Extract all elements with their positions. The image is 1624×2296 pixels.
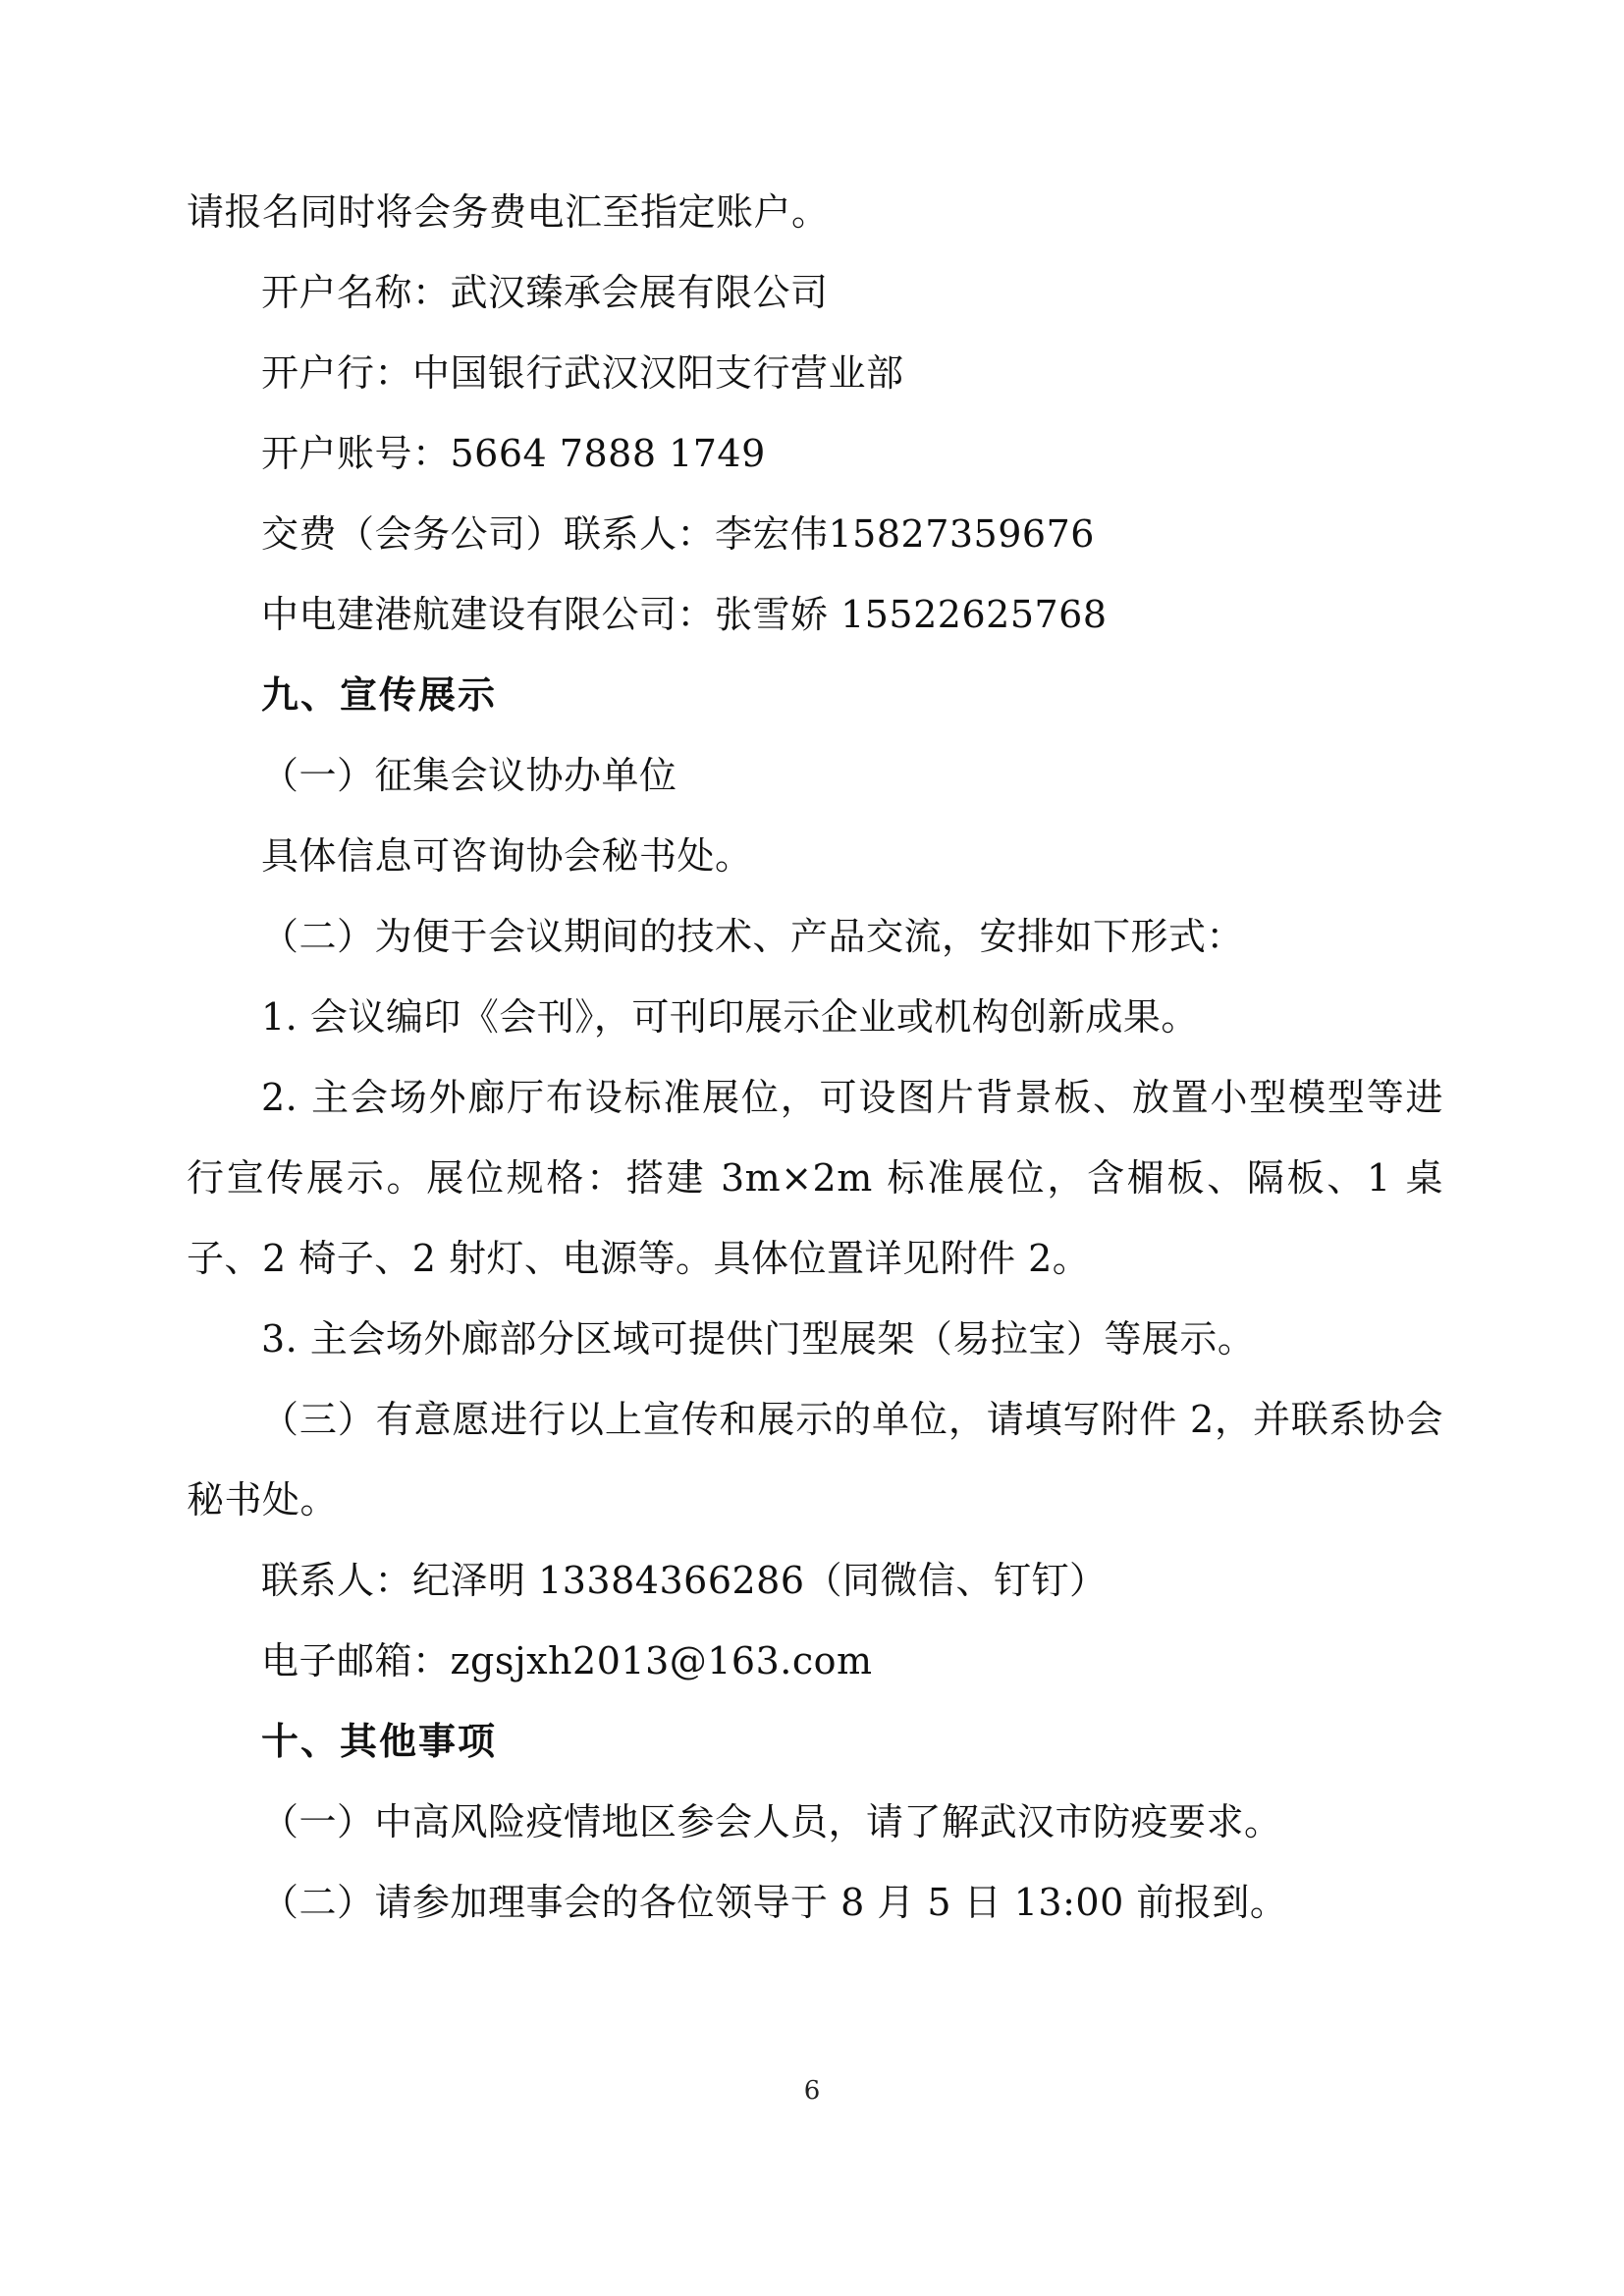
paragraph-nine-item-2-sub-2: 2. 主会场外廊厅布设标准展位，可设图片背景板、放置小型模型等进行宣传展示。展位规格：搭建 3m×2m 标准展位，含楣板、隔板、1 桌子、2 椅子、2 射灯、电源等。具体位置详见附件 2。 <box>187 1076 1443 1280</box>
paragraph-company-contact: 中电建港航建设有限公司：张雪娇 15522625768 <box>261 593 1108 636</box>
paragraph-email: 电子邮箱：zgsjxh2013@163.com <box>261 1639 873 1682</box>
paragraph-bank-branch: 开户行：中国银行武汉汉阳支行营业部 <box>261 351 904 395</box>
paragraph-contact-person: 联系人：纪泽明 13384366286（同微信、钉钉） <box>261 1559 1108 1602</box>
paragraph-nine-item-2: （二）为便于会议期间的技术、产品交流，安排如下形式： <box>261 915 1245 958</box>
paragraph-remit-notice: 请报名同时将会务费电汇至指定账户。 <box>187 190 830 234</box>
paragraph-ten-item-2: （二）请参加理事会的各位领导于 8 月 5 日 13:00 前报到。 <box>261 1881 1288 1924</box>
heading-section-ten: 十、其他事项 <box>261 1720 498 1763</box>
paragraph-account-number: 开户账号：5664 7888 1749 <box>261 432 766 475</box>
paragraph-nine-item-2-sub-3: 3. 主会场外廊部分区域可提供门型展架（易拉宝）等展示。 <box>261 1317 1256 1361</box>
paragraph-nine-item-1-detail: 具体信息可咨询协会秘书处。 <box>261 834 753 878</box>
paragraph-nine-item-1: （一）征集会议协办单位 <box>261 754 677 797</box>
page-number: 6 <box>803 2076 821 2106</box>
paragraph-account-name: 开户名称：武汉臻承会展有限公司 <box>261 271 829 314</box>
document-body <box>187 172 1443 1943</box>
paragraph-ten-item-1: （一）中高风险疫情地区参会人员，请了解武汉市防疫要求。 <box>261 1800 1282 1843</box>
heading-section-nine: 九、宣传展示 <box>261 673 498 717</box>
paragraph-payment-contact: 交费（会务公司）联系人：李宏伟15827359676 <box>261 512 1095 556</box>
paragraph-nine-item-3: （三）有意愿进行以上宣传和展示的单位，请填写附件 2，并联系协会秘书处。 <box>187 1398 1443 1522</box>
paragraph-nine-item-2-sub-1: 1. 会议编印《会刊》，可刊印展示企业或机构创新成果。 <box>261 995 1199 1039</box>
